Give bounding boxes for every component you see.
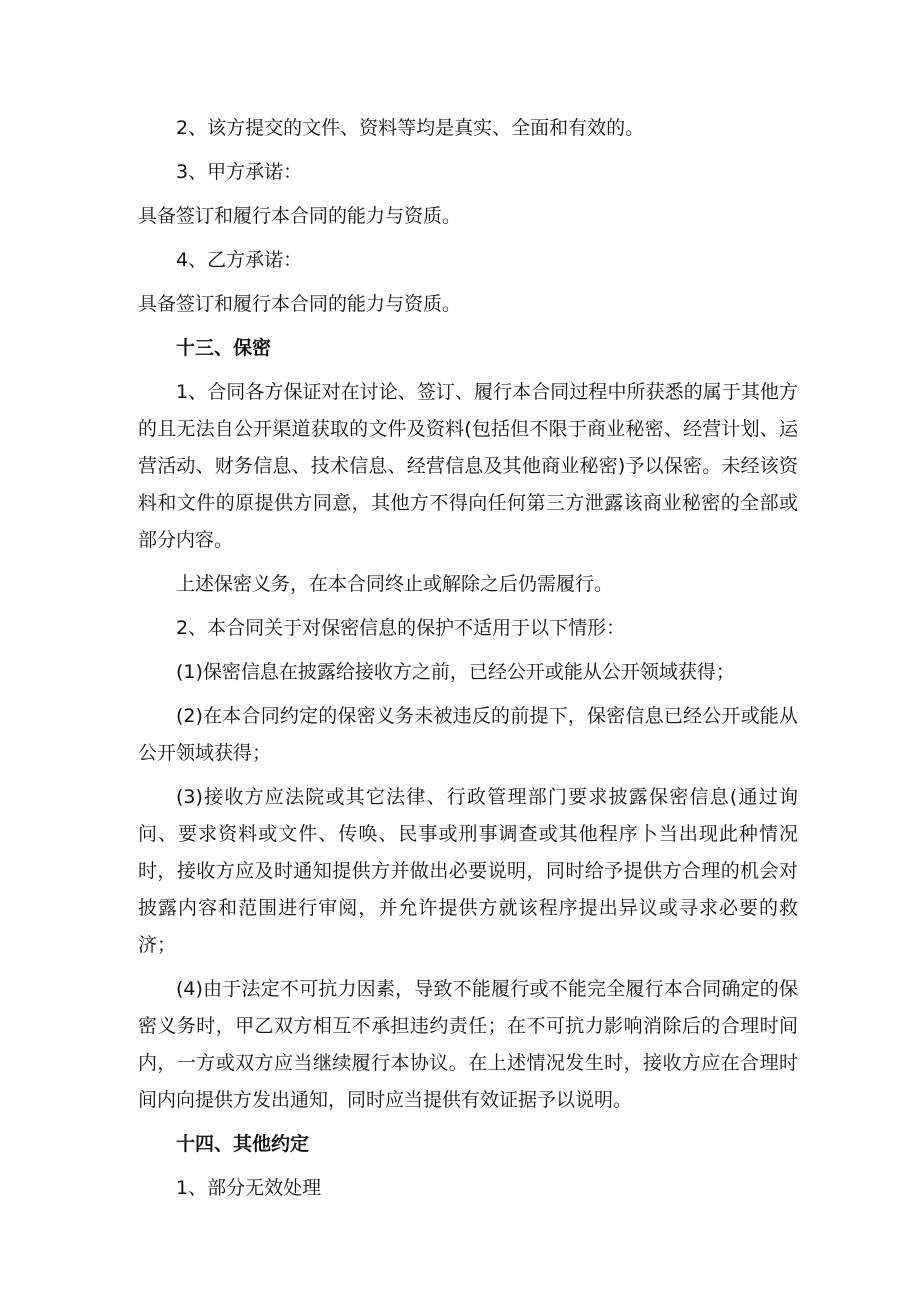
paragraph-clause-12-2: 2、该方提交的文件、资料等均是真实、全面和有效的。: [176, 117, 645, 139]
paragraph-party-b-commitment: 具备签订和履行本合同的能力与资质。: [138, 293, 462, 315]
paragraph-exception-2: (2)在本合同约定的保密义务未被违反的前提下，保密信息已经公开或能从公开领域获得；: [138, 705, 798, 764]
paragraph-partial-invalidity: 1、部分无效处理: [176, 1177, 322, 1199]
paragraph-confidentiality-2: 2、本合同关于对保密信息的保护不适用于以下情形：: [176, 617, 626, 639]
paragraph-exception-3: (3)接收方应法院或其它法律、行政管理部门要求披露保密信息(通过询问、要求资料或文件、传唤、民事或刑事调查或其他程序卜当出现此种情况时，接收方应及时通知提供方并做出必要说明，同时给予提供方合理的机会对披露内容和范围进行审阅，并允许提供方就该程序提出异议或寻求必要的救济；: [138, 786, 798, 956]
paragraph-confidentiality-1: 1、合同各方保证对在讨论、签订、履行本合同过程中所获悉的属于其他方的且无法自公开渠道获取的文件及资料(包括但不限于商业秘密、经营计划、运营活动、财务信息、技术信息、经营信息及其他商业秘密)予以保密。未经该资料和文件的原提供方同意，其他方不得向任何第三方泄露该商业秘密的全部或部分内容。: [138, 381, 798, 551]
paragraph-clause-12-3-heading: 3、甲方承诺：: [176, 161, 303, 183]
paragraph-clause-12-4-heading: 4、乙方承诺：: [176, 249, 303, 271]
section-heading-confidentiality: 十三、保密: [176, 337, 272, 359]
paragraph-confidentiality-survival: 上述保密义务，在本合同终止或解除之后仍需履行。: [176, 573, 614, 595]
section-heading-other-terms: 十四、其他约定: [176, 1133, 310, 1155]
paragraph-exception-1: (1)保密信息在披露给接收方之前，已经公开或能从公开领域获得；: [176, 661, 735, 683]
paragraph-exception-4: (4)由于法定不可抗力因素，导致不能履行或不能完全履行本合同确定的保密义务时，甲乙双方相互不承担违约责任；在不可抗力影响消除后的合理时间内，一方或双方应当继续履行本协议。在上述情况发生时，接收方应在合理时间内向提供方发出通知，同时应当提供有效证据予以说明。: [138, 978, 798, 1111]
paragraph-party-a-commitment: 具备签订和履行本合同的能力与资质。: [138, 205, 462, 227]
document-body: [138, 110, 798, 1214]
